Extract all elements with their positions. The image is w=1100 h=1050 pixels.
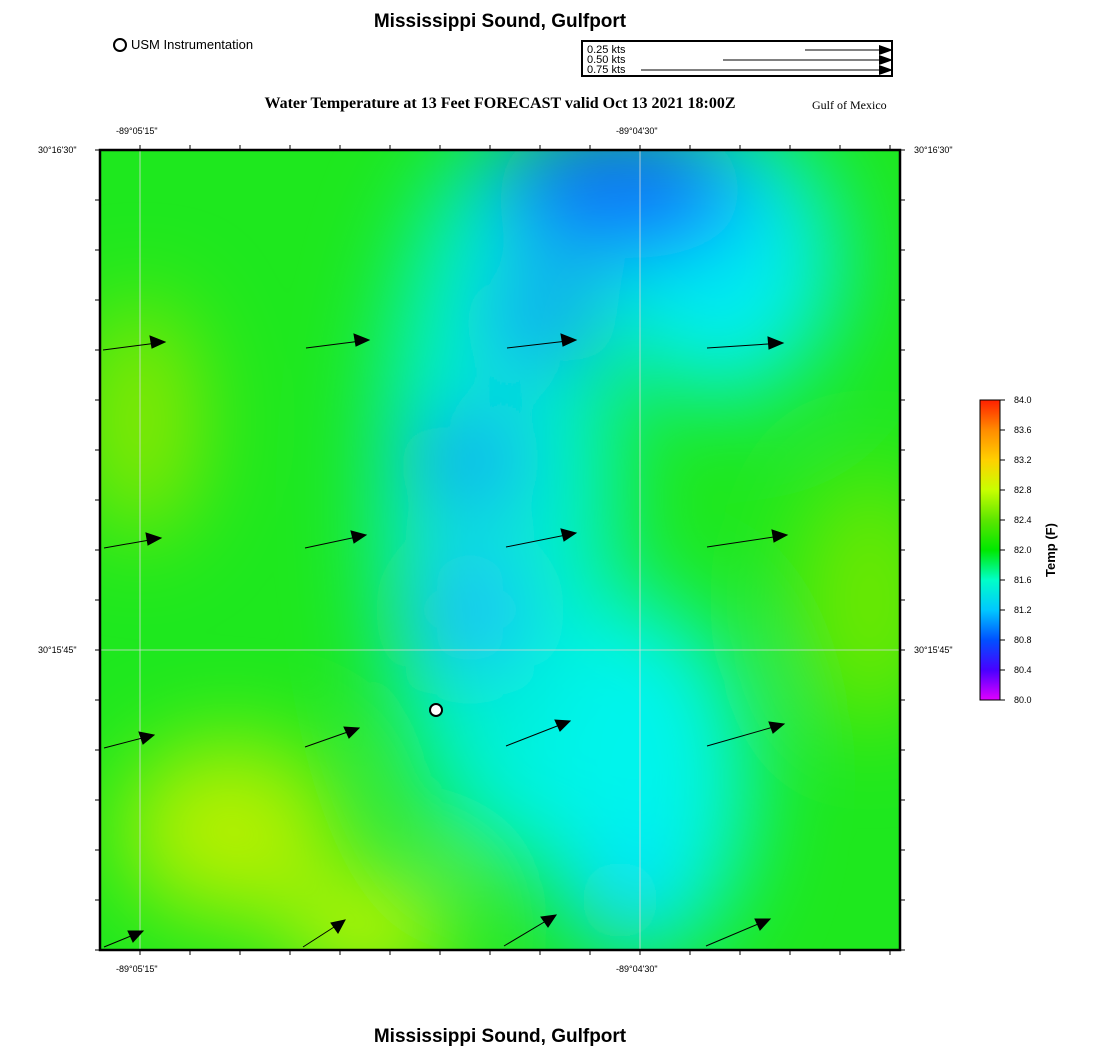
forecast-title: Water Temperature at 13 Feet FORECAST valid Oct 13 2021 18:00Z bbox=[264, 95, 736, 112]
station-marker[interactable] bbox=[430, 704, 442, 716]
lat-label-right-1: 30°16'30" bbox=[914, 145, 953, 155]
lon-label-bottom-1: -89°05'15" bbox=[116, 964, 158, 974]
colorbar-ticks bbox=[1000, 400, 1005, 700]
lon-label-top-1: -89°05'15" bbox=[116, 126, 158, 136]
cb-tick-9: 80.4 bbox=[1014, 665, 1032, 675]
temperature-field bbox=[80, 120, 940, 980]
cb-tick-10: 80.0 bbox=[1014, 695, 1032, 705]
cb-tick-2: 83.2 bbox=[1014, 455, 1032, 465]
colorbar bbox=[980, 400, 1000, 700]
colorbar-label: Temp (F) bbox=[1043, 523, 1058, 577]
lon-label-bottom-2: -89°04'30" bbox=[616, 964, 658, 974]
scale-label-3: 0.75 kts bbox=[587, 64, 626, 76]
lat-label-left-1: 30°16'30" bbox=[38, 145, 77, 155]
cb-tick-3: 82.8 bbox=[1014, 485, 1032, 495]
cb-tick-6: 81.6 bbox=[1014, 575, 1032, 585]
cb-tick-4: 82.4 bbox=[1014, 515, 1032, 525]
scale-label-1: 0.25 kts bbox=[587, 44, 626, 56]
station-legend-label: USM Instrumentation bbox=[131, 37, 254, 52]
region-label: Gulf of Mexico bbox=[812, 98, 887, 112]
lon-label-top-2: -89°04'30" bbox=[616, 126, 658, 136]
map-title-bottom: Mississippi Sound, Gulfport bbox=[373, 1026, 627, 1047]
cb-tick-1: 83.6 bbox=[1014, 425, 1032, 435]
map-title-top: Mississippi Sound, Gulfport bbox=[373, 11, 627, 32]
cb-tick-8: 80.8 bbox=[1014, 635, 1032, 645]
cb-tick-5: 82.0 bbox=[1014, 545, 1032, 555]
lat-label-right-2: 30°15'45" bbox=[914, 645, 953, 655]
cb-tick-0: 84.0 bbox=[1014, 395, 1032, 405]
cb-tick-7: 81.2 bbox=[1014, 605, 1032, 615]
lat-label-left-2: 30°15'45" bbox=[38, 645, 77, 655]
scale-label-2: 0.50 kts bbox=[587, 54, 626, 66]
